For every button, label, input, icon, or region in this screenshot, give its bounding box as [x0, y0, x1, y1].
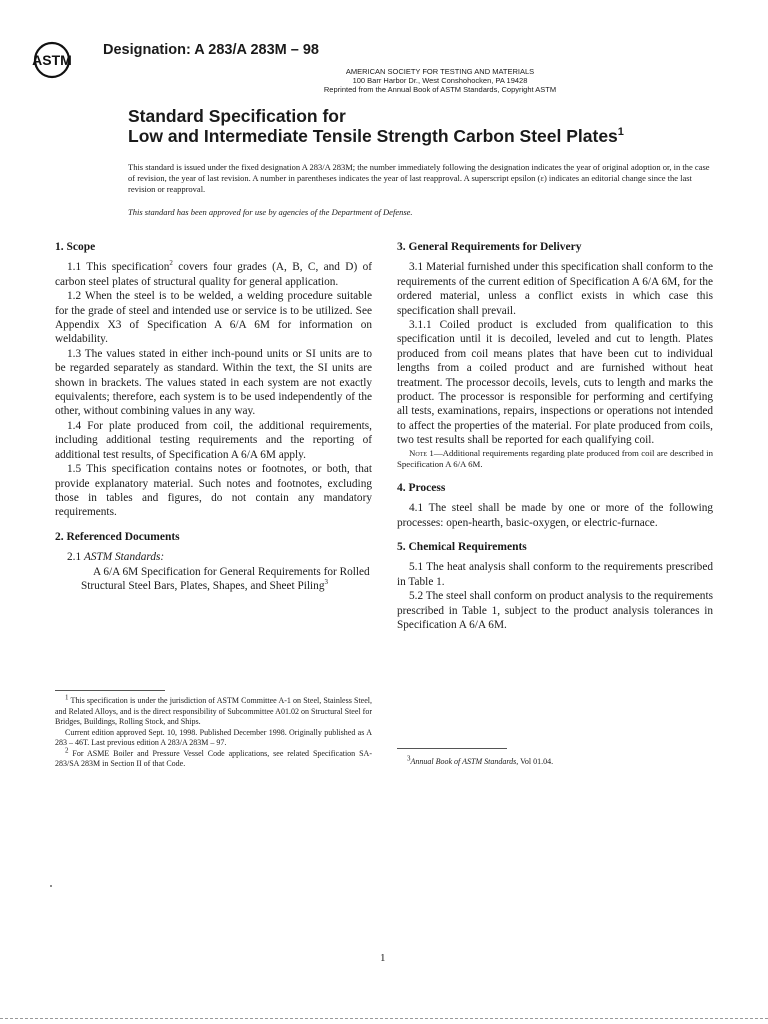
paragraph-5-2: 5.2 The steel shall conform on product analysis to the requirements prescribed in Table 1, subject to the product analysis tolerances in Specification A 6/A 6M.: [397, 590, 713, 631]
section-heading-referenced-documents: 2. Referenced Documents: [55, 530, 180, 543]
footnotes-right: [397, 754, 713, 768]
paragraph-1-5: 1.5 This specification contains notes or footnotes, or both, that provide explanatory material. Such notes and footnotes, excluding those in tables and figures, do not contain any mandatory requirements.: [55, 463, 372, 519]
paragraph-1-2: 1.2 When the steel is to be welded, a welding procedure suitable for the grade of steel and intended use or service is to be utilized. See Appendix X3 of Specification A 6/A 6M for information on weldability.: [55, 290, 372, 346]
document-title: [128, 106, 624, 146]
paragraph-1-4: 1.4 For plate produced from coil, the additional requirements, including additional testing requirements and the reporting of additional test results, of Specification A 6/A 6M apply.: [55, 419, 372, 461]
bottom-rule: [0, 1018, 768, 1019]
paragraph-3-1-1: 3.1.1 Coiled product is excluded from qualification to this specification until it is decoiled, leveled and cut to length. Plates produced from coil means plates that have been cut to individual lengths from a coiled product and are furnished without heat treatment. The processor decoils, levels, cuts to length and marks the product. The processor is responsible for performing and certifying all tests, examinations, repairs, inspections or operations not intended to affect the properties of the material. For plate produced from coils, two test results shall be reported for each qualifying coil.: [397, 319, 713, 447]
paragraph-4-1: 4.1 The steel shall be made by one or more of the following processes: open-hearth, basic-oxygen, or electric-furnace.: [397, 502, 713, 529]
approval-note: This standard has been approved for use by agencies of the Department of Defense.: [128, 207, 413, 217]
footnote-3: $^3$Annual Book of ASTM Standards, Vol 01.04.: [407, 754, 554, 766]
footnote-1-continued: Current edition approved Sept. 10, 1998. Published December 1998. Originally published as A 283 – 46T. Last previous edition A 283/A 283M – 97.: [55, 727, 372, 747]
designation: Designation: A 283/A 283M – 98: [103, 42, 319, 58]
logo-text: ASTM: [32, 52, 72, 68]
paragraph-1-3: 1.3 The values stated in either inch-pound units or SI units are to be regarded separately as standard. Within the text, the SI units are shown in brackets. The values stated in each system are not exactly equivalents; therefore, each system is to be used independently of the other, without combining values in any way.: [55, 347, 372, 418]
section-heading-chemical-requirements: 5. Chemical Requirements: [397, 540, 527, 553]
section-heading-scope: 1. Scope: [55, 241, 96, 253]
footnote-rule-right: [397, 748, 507, 749]
footnote-2: $^2$ For ASME Boiler and Pressure Vessel Code applications, see related Specification SA-283/SA 283M in Section II of that Code.: [55, 745, 372, 768]
footnotes-left: [55, 693, 372, 770]
publisher-block: [300, 67, 580, 94]
publisher-line: Reprinted from the Annual Book of ASTM Standards, Copyright ASTM: [323, 85, 557, 94]
right-column: [397, 240, 713, 632]
issuance-note: This standard is issued under the fixed designation A 283/A 283M; the number immediately following the designation indicates the year of original adoption or, in the case of revision, the year of last revision. A number in parentheses indicates the year of last reapproval. A superscript epsilon (ε) indicates an editorial change since the last revision or reapproval.: [128, 162, 710, 194]
left-column: [55, 240, 372, 593]
title-line-1: Standard Specification for: [128, 106, 346, 126]
publisher-line: AMERICAN SOCIETY FOR TESTING AND MATERIALS: [345, 67, 535, 76]
paragraph-2-1: 2.1 ASTM Standards:: [67, 551, 165, 564]
section-heading-process: 4. Process: [397, 481, 446, 494]
paragraph-5-1: 5.1 The heat analysis shall conform to the requirements prescribed in Table 1.: [397, 561, 713, 588]
astm-logo: [30, 40, 90, 80]
publisher-line: 100 Barr Harbor Dr., West Conshohocken, PA 19428: [352, 76, 528, 85]
footnote-rule-left: [55, 690, 165, 691]
page-number: 1: [380, 952, 386, 964]
note-1: Note 1—Additional requirements regarding plate produced from coil are described in Specification A 6/A 6M.: [397, 447, 713, 470]
section-heading-general-requirements: 3. General Requirements for Delivery: [397, 241, 582, 253]
title-footnote-ref: 1: [617, 126, 624, 139]
paragraph-1-1: 1.1 This specification$^2$ covers four grades (A, B, C, and D) of carbon steel plates of structural quality for general application.: [55, 259, 372, 288]
title-line-2: Low and Intermediate Tensile Strength Carbon Steel Plates$^1$: [128, 126, 624, 146]
scan-speck: [50, 885, 52, 887]
paragraph-3-1: 3.1 Material furnished under this specification shall conform to the requirements of the current edition of Specification A 6/A 6M, for the ordered material, unless a conflict exists in which case this specification shall prevail.: [397, 261, 713, 317]
footnote-1: $^1$ This specification is under the jurisdiction of ASTM Committee A-1 on Steel, Stainless Steel, and Related Alloys, and is the direct responsibility of Subcommittee A01.02 on Structural Steel for Bridges, Buildings, Rolling Stock, and Ships.: [55, 693, 372, 726]
reference-a6: A 6/A 6M Specification for General Requirements for Rolled Structural Steel Bars, Plates, Shapes, and Sheet Piling$^3$: [81, 565, 370, 592]
